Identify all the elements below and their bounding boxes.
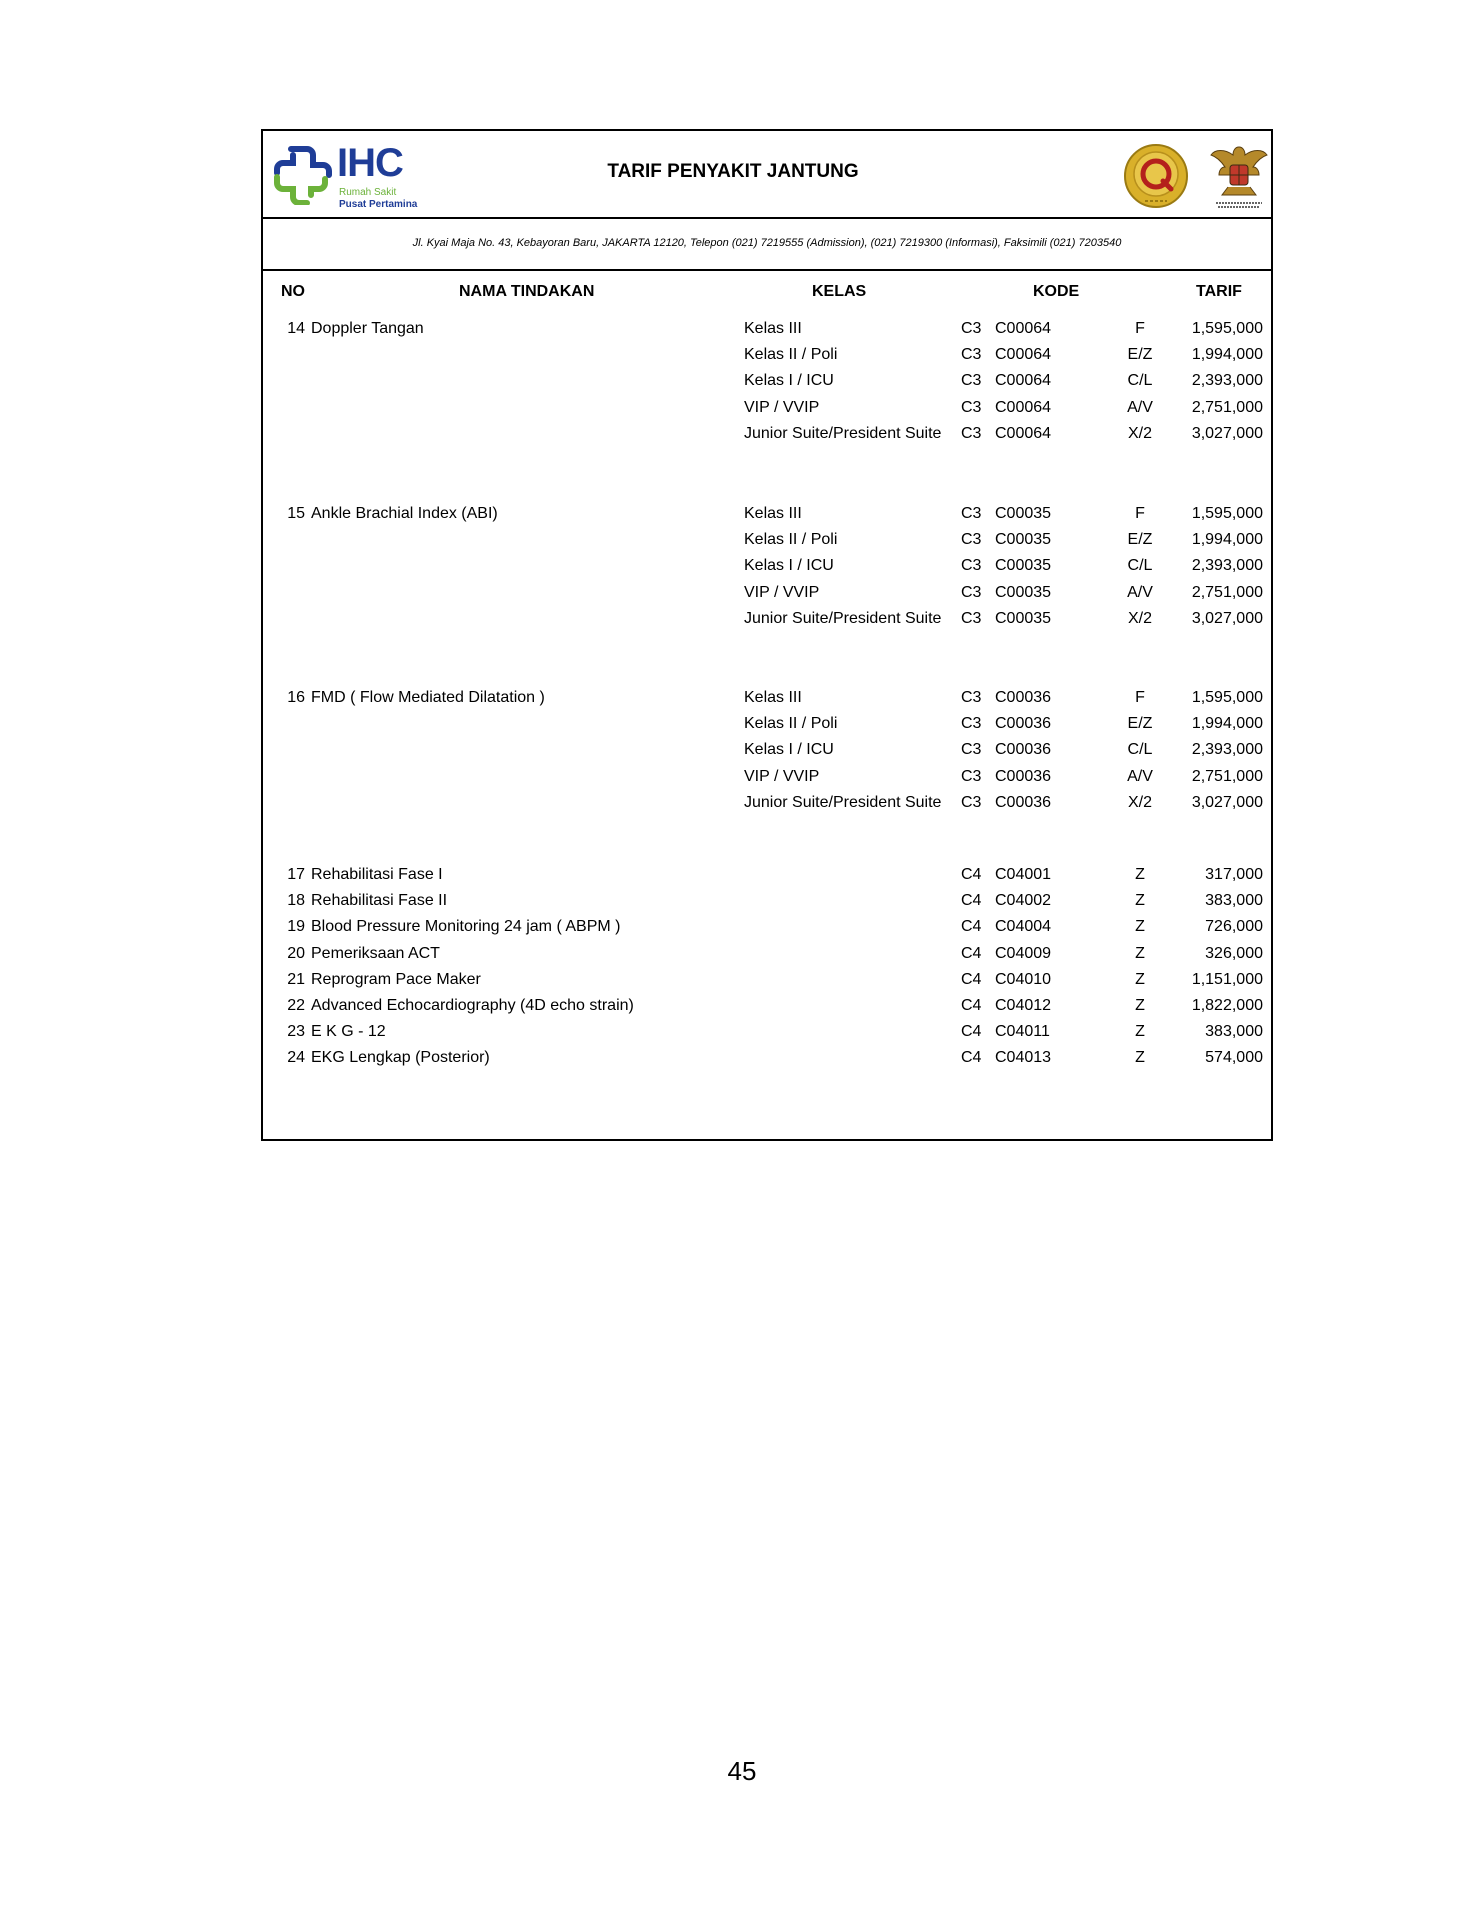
grade-code: Z [1135, 866, 1145, 883]
category-code: C4 [961, 997, 982, 1014]
category-code: C3 [961, 505, 982, 522]
class-name: Kelas I / ICU [744, 557, 834, 575]
grade-code: Z [1135, 997, 1145, 1014]
procedure-code: C04011 [995, 1023, 1050, 1041]
grade-code: Z [1135, 1049, 1145, 1067]
column-header-tarif: TARIF [1196, 283, 1242, 300]
category-code: C3 [961, 609, 982, 627]
procedure-code: C04009 [995, 944, 1052, 962]
grade-code: X/2 [1127, 424, 1152, 442]
tariff-value: 2,393,000 [1191, 557, 1263, 575]
class-name: Kelas I / ICU [744, 372, 834, 390]
procedure-code: C00035 [995, 557, 1052, 575]
tariff-value: 2,393,000 [1191, 741, 1263, 759]
tariff-value: 1,994,000 [1191, 531, 1263, 549]
procedure-name: Ankle Brachial Index (ABI) [311, 505, 498, 522]
grade-code: E/Z [1127, 531, 1153, 549]
category-code: C3 [961, 531, 982, 549]
category-code: C3 [961, 689, 982, 706]
row-number: 19 [287, 918, 305, 936]
category-code: C3 [961, 320, 982, 337]
procedure-code: C00036 [995, 689, 1052, 706]
class-name: VIP / VVIP [744, 767, 820, 785]
grade-code: Z [1135, 1023, 1145, 1041]
tariff-value: 383,000 [1205, 1023, 1263, 1041]
tariff-value: 383,000 [1205, 892, 1263, 910]
logo-subtitle: Rumah Sakit [339, 187, 397, 198]
row-number: 20 [287, 944, 305, 962]
category-code: C3 [961, 583, 982, 601]
grade-code: X/2 [1127, 609, 1152, 627]
category-code: C4 [961, 944, 982, 962]
row-number: 23 [287, 1023, 305, 1041]
row-number: 18 [287, 892, 305, 910]
procedure-code: C04013 [995, 1049, 1052, 1067]
tariff-value: 1,994,000 [1191, 346, 1263, 364]
column-header-no: NO [281, 283, 305, 300]
tariff-value: 2,393,000 [1191, 372, 1263, 390]
category-code: C3 [961, 793, 982, 811]
procedure-code: C04012 [995, 997, 1052, 1014]
procedure-code: C00036 [995, 715, 1052, 733]
tariff-value: 1,151,000 [1191, 970, 1263, 988]
category-code: C4 [961, 918, 982, 936]
category-code: C4 [961, 1023, 982, 1041]
category-code: C3 [961, 424, 982, 442]
tariff-value: 2,751,000 [1191, 398, 1263, 416]
tariff-value: 2,751,000 [1191, 767, 1263, 785]
grade-code: Z [1135, 918, 1145, 936]
procedure-code: C00035 [995, 531, 1052, 549]
class-name: Kelas III [744, 689, 802, 706]
category-code: C4 [961, 970, 982, 988]
grade-code: Z [1135, 970, 1145, 988]
logo-subtitle-bold: Pusat Pertamina [339, 199, 418, 210]
class-name: Kelas II / Poli [744, 715, 838, 733]
column-header-kelas: KELAS [812, 283, 867, 300]
grade-code: E/Z [1127, 715, 1153, 733]
grade-code: C/L [1127, 741, 1153, 759]
class-name: Junior Suite/President Suite [744, 793, 942, 811]
category-code: C3 [961, 398, 982, 416]
tariff-value: 726,000 [1205, 918, 1263, 936]
logo-name: IHC [337, 141, 403, 185]
class-name: VIP / VVIP [744, 398, 820, 416]
hospital-logo [269, 139, 439, 209]
procedure-code: C00064 [995, 424, 1052, 442]
grade-code: F [1135, 505, 1145, 522]
document-title: TARIF PENYAKIT JANTUNG [607, 161, 859, 182]
grade-code: X/2 [1127, 793, 1152, 811]
tariff-value: 1,595,000 [1191, 689, 1263, 706]
grade-code: A/V [1127, 583, 1153, 601]
procedure-code: C04002 [995, 892, 1052, 910]
procedure-name: E K G - 12 [311, 1023, 386, 1041]
grade-code: F [1135, 689, 1145, 706]
procedure-name: Blood Pressure Monitoring 24 jam ( ABPM ) [311, 918, 621, 936]
procedure-code: C04004 [995, 918, 1052, 936]
cross-logo-icon [269, 143, 333, 205]
tariff-value: 1,595,000 [1191, 320, 1263, 337]
row-number: 15 [287, 505, 305, 522]
class-name: Junior Suite/President Suite [744, 424, 942, 442]
category-code: C4 [961, 1049, 982, 1067]
row-number: 16 [287, 689, 305, 706]
grade-code: C/L [1127, 557, 1153, 575]
procedure-name: EKG Lengkap (Posterior) [311, 1049, 490, 1067]
procedure-name: Pemeriksaan ACT [311, 944, 440, 962]
category-code: C4 [961, 892, 982, 910]
row-number: 14 [287, 320, 305, 337]
garuda-emblem-icon [1208, 141, 1270, 211]
class-name: Kelas III [744, 505, 802, 522]
procedure-code: C00035 [995, 583, 1052, 601]
quality-seal-icon [1123, 143, 1189, 209]
tariff-value: 326,000 [1205, 944, 1263, 962]
column-header-kode: KODE [1033, 283, 1080, 300]
grade-code: A/V [1127, 767, 1153, 785]
category-code: C3 [961, 557, 982, 575]
procedure-code: C00036 [995, 767, 1052, 785]
grade-code: E/Z [1127, 346, 1153, 364]
tariff-value: 1,994,000 [1191, 715, 1263, 733]
category-code: C3 [961, 715, 982, 733]
procedure-code: C00035 [995, 505, 1052, 522]
class-name: Kelas I / ICU [744, 741, 834, 759]
tariff-value: 1,595,000 [1191, 505, 1263, 522]
category-code: C3 [961, 346, 982, 364]
row-number: 21 [287, 970, 305, 988]
grade-code: Z [1135, 944, 1145, 962]
procedure-code: C00035 [995, 609, 1052, 627]
grade-code: F [1135, 320, 1145, 337]
row-number: 17 [287, 866, 305, 883]
category-code: C4 [961, 866, 982, 883]
column-header-nama: NAMA TINDAKAN [459, 283, 595, 300]
class-name: Kelas II / Poli [744, 346, 838, 364]
grade-code: C/L [1127, 372, 1153, 390]
row-number: 24 [287, 1049, 305, 1067]
procedure-code: C00036 [995, 741, 1052, 759]
procedure-name: FMD ( Flow Mediated Dilatation ) [311, 689, 545, 706]
tariff-value: 3,027,000 [1191, 793, 1263, 811]
procedure-code: C00064 [995, 398, 1052, 416]
tariff-value: 317,000 [1205, 866, 1263, 883]
procedure-name: Advanced Echocardiography (4D echo strain) [311, 997, 634, 1014]
class-name: Kelas II / Poli [744, 531, 838, 549]
procedure-code: C04010 [995, 970, 1052, 988]
document-header [263, 131, 1271, 219]
procedure-name: Doppler Tangan [311, 320, 424, 337]
class-name: VIP / VVIP [744, 583, 820, 601]
procedure-code: C00064 [995, 346, 1052, 364]
class-name: Kelas III [744, 320, 802, 337]
tariff-value: 3,027,000 [1191, 609, 1263, 627]
tariff-value: 574,000 [1205, 1049, 1263, 1067]
grade-code: Z [1135, 892, 1145, 910]
procedure-code: C00064 [995, 372, 1052, 390]
address-line: Jl. Kyai Maja No. 43, Kebayoran Baru, JAKARTA 12120, Telepon (021) 7219555 (Admission), (021) 7219300 (Informasi), Faksimili (021) 7203540 [263, 217, 1271, 271]
procedure-code: C00036 [995, 793, 1052, 811]
tariff-document [261, 129, 1273, 1141]
row-number: 22 [287, 997, 305, 1014]
procedure-code: C00064 [995, 320, 1052, 337]
procedure-name: Rehabilitasi Fase I [311, 866, 443, 883]
procedure-code: C04001 [995, 866, 1052, 883]
tariff-value: 2,751,000 [1191, 583, 1263, 601]
page-number: 45 [727, 1756, 757, 1786]
tariff-value: 3,027,000 [1191, 424, 1263, 442]
category-code: C3 [961, 741, 982, 759]
class-name: Junior Suite/President Suite [744, 609, 942, 627]
tariff-value: 1,822,000 [1191, 997, 1263, 1014]
procedure-name: Rehabilitasi Fase II [311, 892, 448, 910]
category-code: C3 [961, 767, 982, 785]
category-code: C3 [961, 372, 982, 390]
procedure-name: Reprogram Pace Maker [311, 970, 481, 988]
grade-code: A/V [1127, 398, 1153, 416]
